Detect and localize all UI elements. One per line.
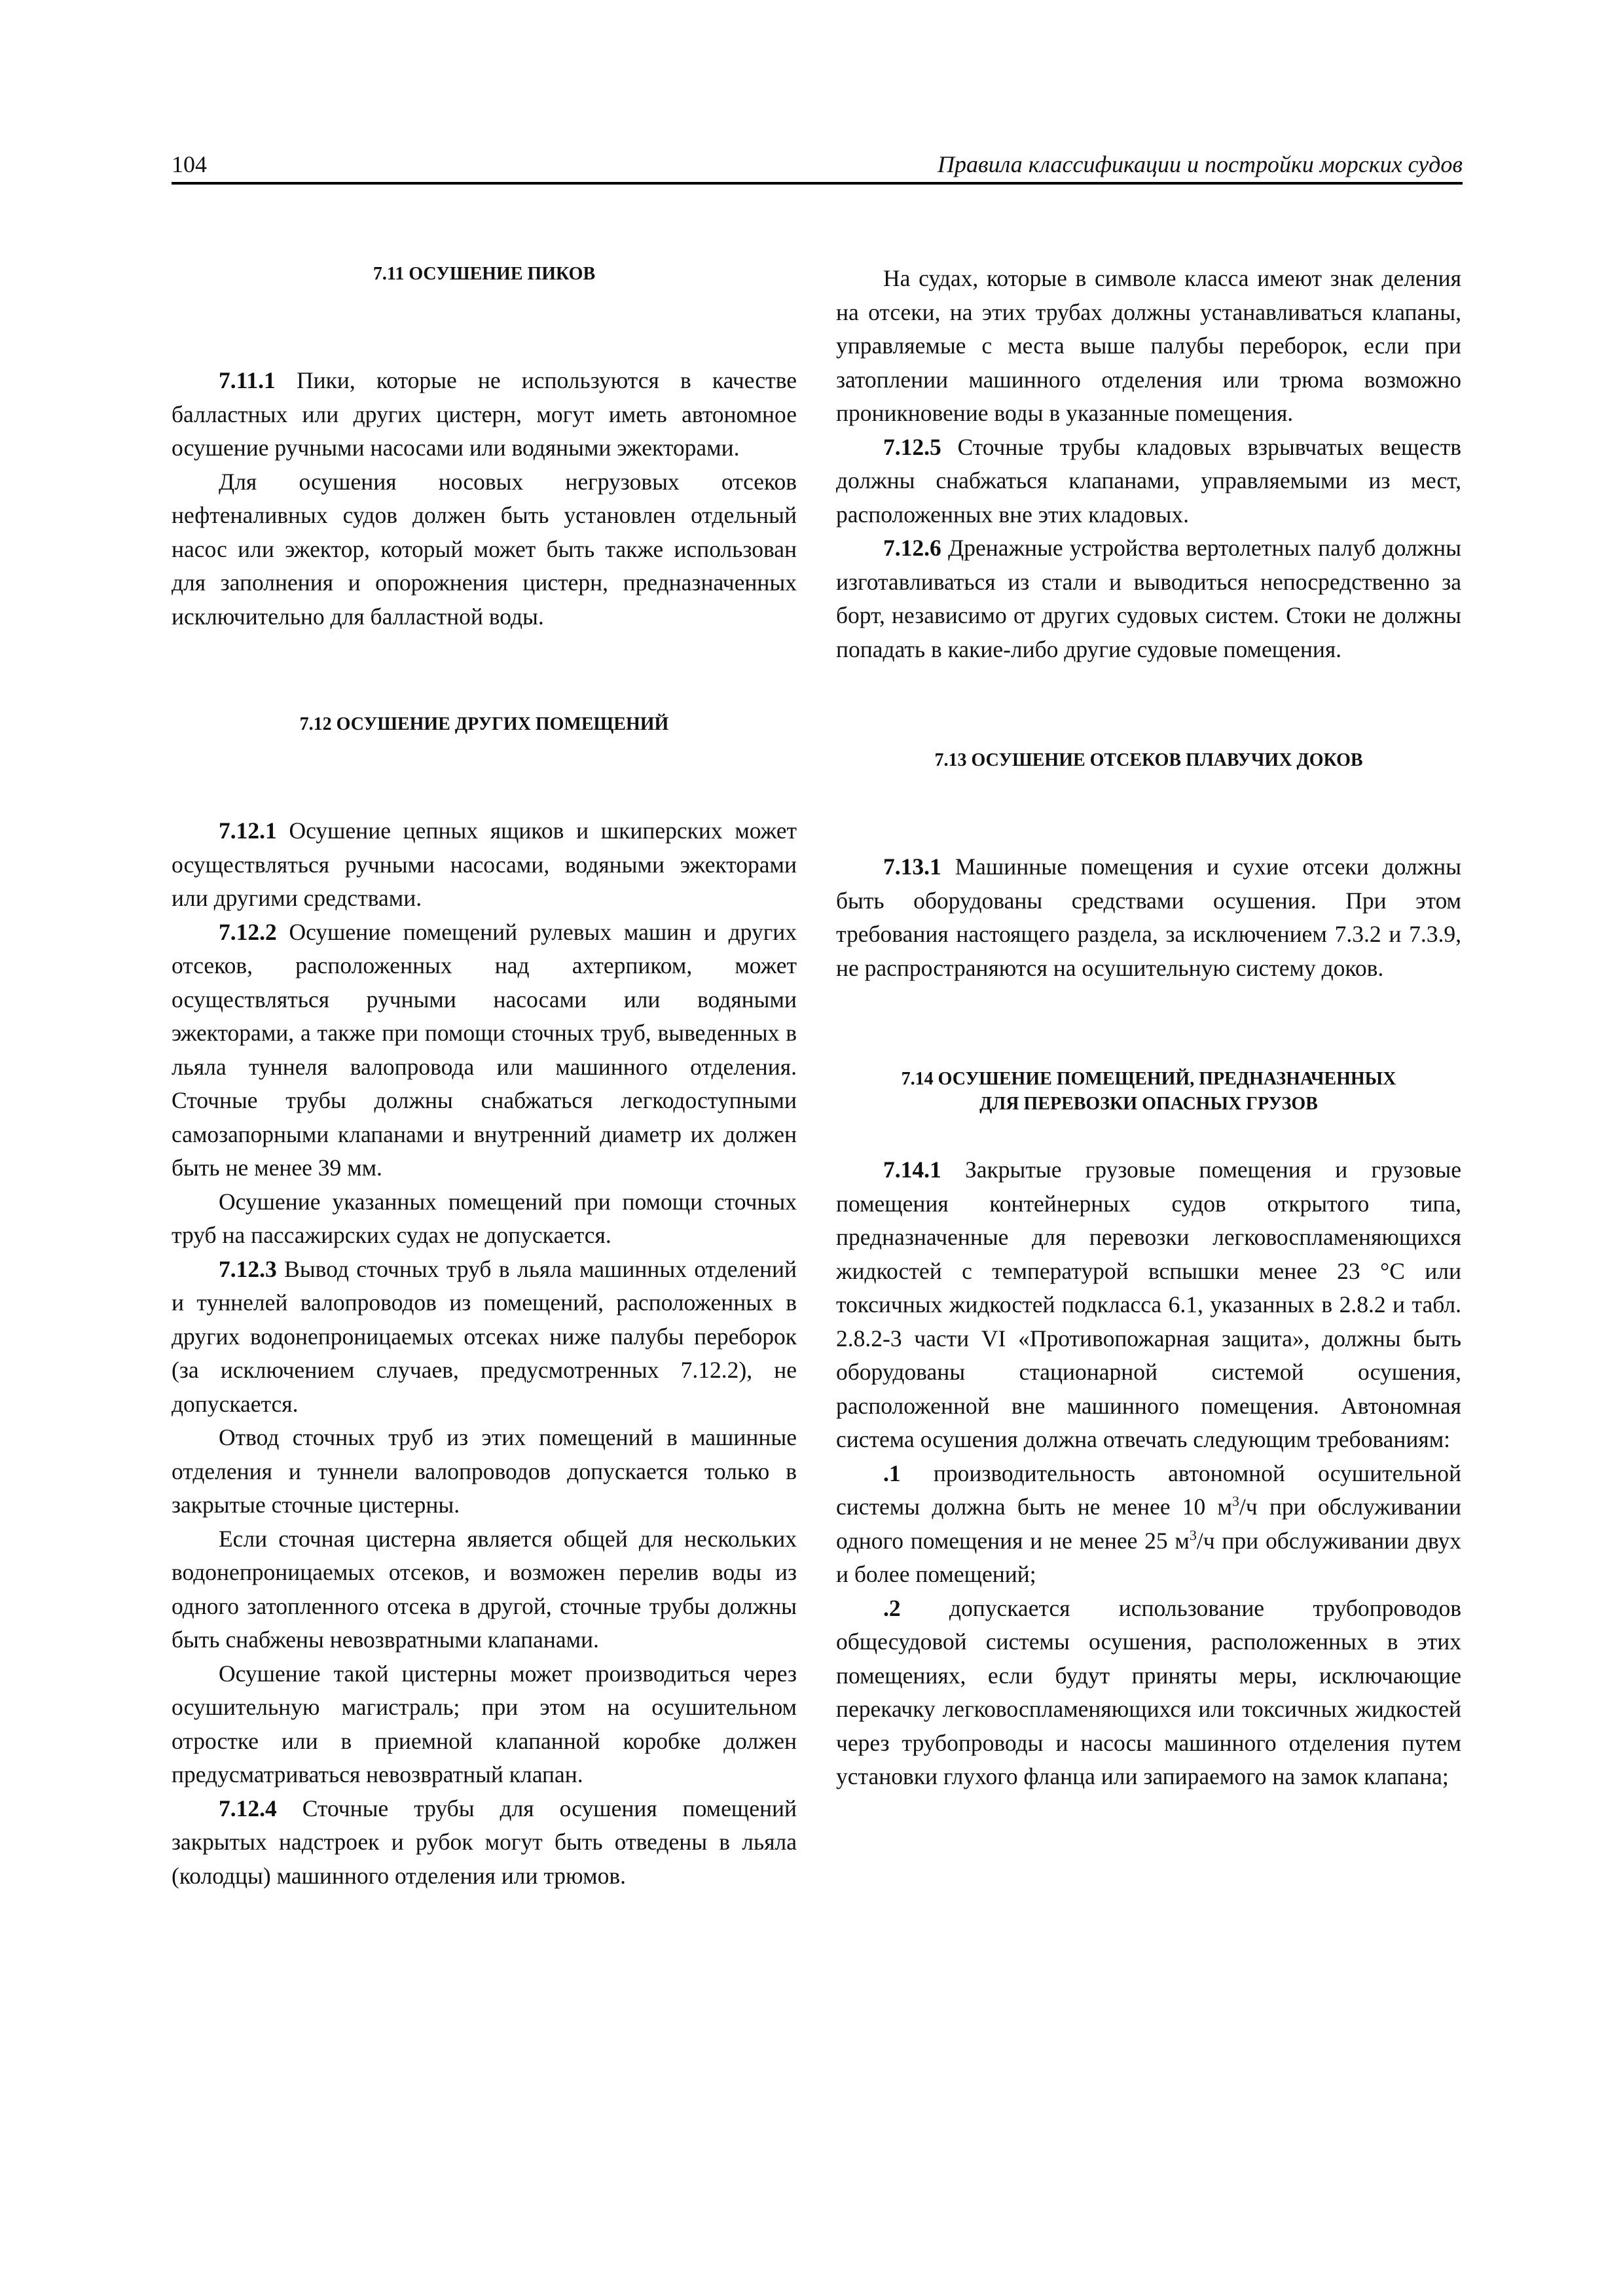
clause-number: 7.12.6 — [883, 535, 941, 561]
clause-number: 7.12.2 — [219, 918, 277, 945]
section-7-12-title: 7.12 ОСУШЕНИЕ ДРУГИХ ПОМЕЩЕНИЙ — [299, 714, 669, 734]
paragraph-7-12-5: 7.12.5 Сточные трубы кладовых взрывчатых веществ должны снабжаться клапанами, управляемыми из мест, расположенных вне этих кладовых. — [836, 433, 1461, 528]
section-7-13-title: 7.13 ОСУШЕНИЕ ОТСЕКОВ ПЛАВУЧИХ ДОКОВ — [934, 750, 1363, 770]
paragraph-7-14-1: 7.14.1 Закрытые грузовые помещения и грузовые помещения контейнерных судов открытого типа, предназначенные для перевозки легковоспламеняющихся жидкостей с температурой вспышки менее 23 °C или токсичных жидкостей подкласса 6.1, указанных в 2.8.2 и табл. 2.8.2-3 части VI «Противопожарная защита», должны быть оборудованы стационарной системой осушения, расположенной вне машинного помещения. Автономная система осушения должна отвечать следующим требованиям: — [836, 1157, 1461, 1452]
list-item-1: .1 производительность автономной осушительной системы должна быть не менее 10 $м^3/ч$ при обслуживании одного помещения и не менее 25 $м^3/ч$ при обслуживании двух и более помещений; — [836, 1460, 1462, 1587]
paragraph-7-12-3: 7.12.3 Вывод сточных труб в льяла машинных отделений и туннелей валопроводов из помещений, расположенных в других водонепроницаемых отсеках ниже палубы переборок (за исключением случаев, предусмотренных 7.12.2), не допускается. — [172, 1255, 797, 1417]
item-number: .1 — [883, 1460, 901, 1486]
clause-number: 7.12.4 — [219, 1795, 277, 1821]
page-number: 104 — [172, 151, 207, 177]
paragraph-7-12-2: 7.12.2 Осушение помещений рулевых машин и других отсеков, расположенных над ахтерпиком, может осуществляться ручными насосами или водяными эжекторами, а также при помощи сточных труб, выведенных в льяла туннеля валопровода или машинного отделения. Сточные трубы должны снабжаться легкодоступными самозапорными клапанами и внутренний диаметр их должен быть не менее 39 мм. — [172, 918, 797, 1181]
clause-number: 7.11.1 — [219, 367, 276, 393]
paragraph: Осушение такой цистерны может производиться через осушительную магистраль; при этом на осушительном отростке или в приемной клапанной коробке должен предусматриваться невозвратный клапан. — [172, 1660, 797, 1787]
paragraph: Осушение указанных помещений при помощи сточных труб на пассажирских судах не допускается. — [172, 1188, 797, 1248]
section-7-11-title: 7.11 ОСУШЕНИЕ ПИКОВ — [373, 264, 596, 284]
paragraph-7-12-1: 7.12.1 Осушение цепных ящиков и шкиперских может осуществляться ручными насосами, водяными эжекторами или другими средствами. — [172, 817, 797, 911]
clause-number: 7.13.1 — [883, 853, 941, 880]
section-7-14-title-line2: ДЛЯ ПЕРЕВОЗКИ ОПАСНЫХ ГРУЗОВ — [979, 1094, 1318, 1114]
paragraph-continued: На судах, которые в символе класса имеют знак деления на отсеки, на этих трубах должны устанавливаться клапаны, управляемые с места выше палубы переборок, если при затоплении машинного отделения или трюма возможно проникновение воды в указанные помещения. — [836, 265, 1461, 426]
clause-number: 7.12.3 — [219, 1255, 277, 1282]
clause-number: 7.12.5 — [883, 433, 941, 460]
section-7-14-title-line1: 7.14 ОСУШЕНИЕ ПОМЕЩЕНИЙ, ПРЕДНАЗНАЧЕННЫХ — [901, 1069, 1396, 1089]
right-column — [836, 262, 1461, 1794]
clause-number: 7.12.1 — [219, 817, 277, 844]
page-header — [172, 143, 1463, 185]
paragraph: Если сточная цистерна является общей для нескольких водонепроницаемых отсеков, и возможен перелив воды из одного затопленного отсека в другой, сточные трубы должны быть снабжены невозвратными клапанами. — [172, 1525, 797, 1653]
paragraph-7-11-1: 7.11.1 Пики, которые не используются в качестве балластных или других цистерн, могут иметь автономное осушение ручными насосами или водяными эжекторами. — [172, 367, 797, 461]
item-number: .2 — [883, 1594, 901, 1621]
running-title: Правила классификации и постройки морских судов — [938, 151, 1463, 177]
paragraph: Для осушения носовых негрузовых отсеков нефтеналивных судов должен быть установлен отдельный насос или эжектор, который может быть также использован для заполнения и опорожнения цистерн, предназначенных исключительно для балластной воды. — [172, 468, 797, 630]
paragraph-7-12-6: 7.12.6 Дренажные устройства вертолетных палуб должны изготавливаться из стали и выводиться непосредственно за борт, независимо от других судовых систем. Стоки не должны попадать в какие-либо другие судовые помещения. — [836, 535, 1461, 662]
section-7-14-title — [836, 1067, 1461, 1117]
list-item-2: .2 допускается использование трубопроводов общесудовой системы осушения, расположенных в этих помещениях, если будут приняты меры, исключающие перекачку легковоспламеняющихся или токсичных жидкостей через трубопроводы и насосы машинного отделения путем установки глухого фланца или запираемого на замок клапана; — [836, 1594, 1461, 1789]
paragraph-7-13-1: 7.13.1 Машинные помещения и сухие отсеки должны быть оборудованы средствами осушения. При этом требования настоящего раздела, за исключением 7.3.2 и 7.3.9, не распространяются на осушительную систему доков. — [836, 853, 1461, 981]
paragraph-7-12-4: 7.12.4 Сточные трубы для осушения помещений закрытых надстроек и рубок могут быть отведены в льяла (колодцы) машинного отделения или трюмов. — [172, 1795, 797, 1889]
left-column — [172, 262, 797, 1893]
clause-number: 7.14.1 — [883, 1157, 941, 1183]
paragraph: Отвод сточных труб из этих помещений в машинные отделения и туннели валопроводов допускается только в закрытые сточные цистерны. — [172, 1424, 797, 1518]
